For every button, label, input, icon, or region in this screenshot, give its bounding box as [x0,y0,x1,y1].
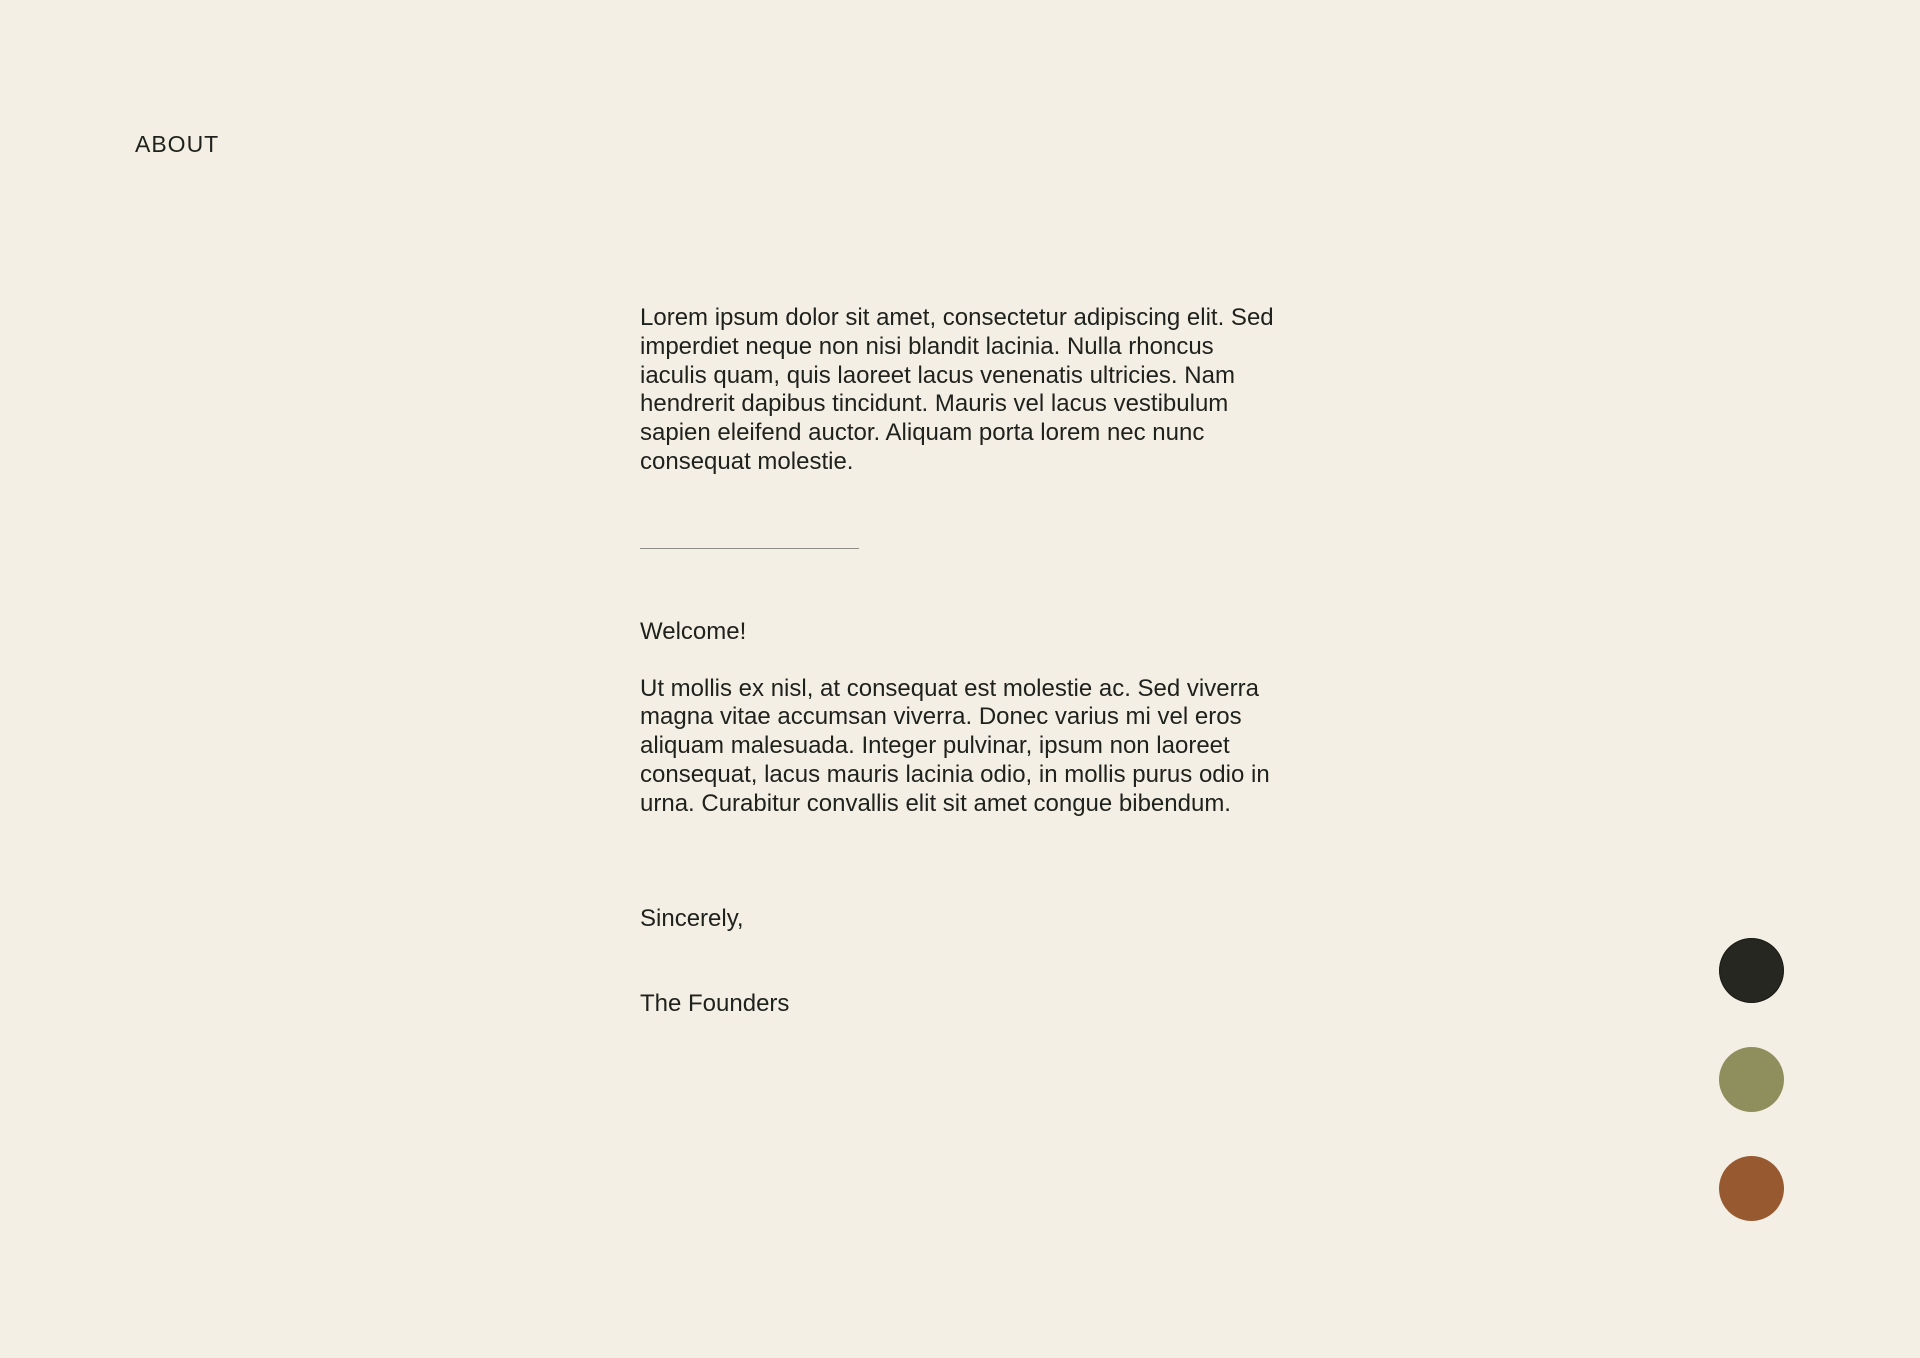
color-palette [1719,938,1784,1265]
page-title: ABOUT [135,131,220,157]
swatch-rust [1719,1156,1784,1221]
closing: Sincerely, [640,904,744,932]
signature: The Founders [640,990,790,1018]
letter-content [640,304,1280,1019]
body-paragraph: Ut mollis ex nisl, at consequat est molestie ac. Sed viverra magna vitae accumsan viverra. Donec varius mi vel eros aliquam malesuada. Integer pulvinar, ipsum non laoreet consequat, lacus mauris lacinia odio, in mollis purus odio in urna. Curabitur convallis elit sit amet congue bibendum. [640,674,1270,817]
divider [640,548,859,549]
greeting: Welcome! [640,617,747,645]
intro-paragraph: Lorem ipsum dolor sit amet, consectetur adipiscing elit. Sed imperdiet neque non nisi blandit lacinia. Nulla rhoncus iaculis quam, quis laoreet lacus venenatis ultricies. Nam hendrerit dapibus tincidunt. Mauris vel lacus vestibulum sapien eleifend auctor. Aliquam porta lorem nec nunc consequat molestie. [640,304,1274,475]
swatch-dark [1719,938,1784,1003]
swatch-olive [1719,1047,1784,1112]
